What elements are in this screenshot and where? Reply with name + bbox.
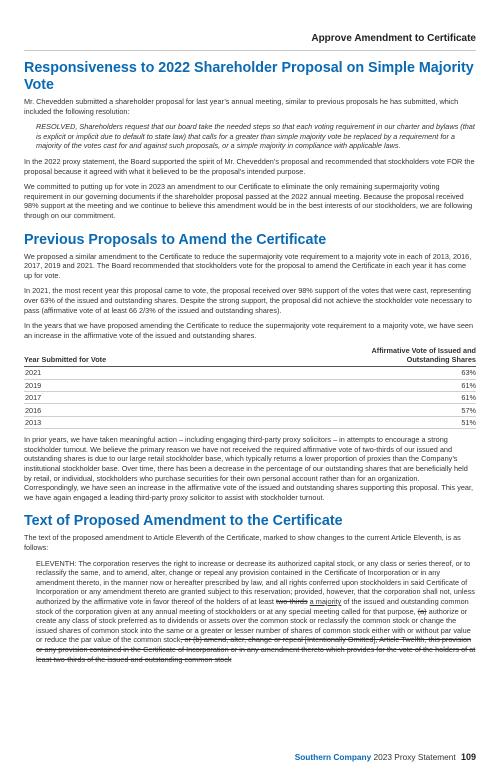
vote-history-table (24, 346, 476, 429)
article-text: authorize or create any class of stock preferred as to dividends or assets over the common stock or reclassify the common stock or change the issued shares of common stock into the same or a greater or lesser number of shares of common stock either with or without par value or reduce the par value of the common stock (36, 606, 471, 645)
table-row (24, 404, 476, 416)
paragraph: We committed to putting up for vote in 2023 an amendment to our Certificate to eliminate the only remaining supermajority voting requirement in our governing documents if the shareholder proposal passed at the 2022 annual meeting. Because the proposal received 98% support at the meeting and we continue to believe this amendment would be in the best interests of our stockholders, we are following through on our commitment. (24, 182, 473, 220)
paragraph: In the years that we have proposed amending the Certificate to reduce the supermajority vote requirement to a majority vote, we have seen an increase in the affirmative vote of the issued and outstanding shares. (24, 321, 474, 340)
deleted-text: two-thirds (276, 596, 308, 606)
table-row (24, 367, 476, 379)
page-content (24, 60, 476, 664)
column-header-vote-line2: Outstanding Shares (406, 355, 476, 365)
section-heading-text-of-amendment: Text of Proposed Amendment to the Certificate (24, 513, 343, 530)
section-heading-previous-proposals: Previous Proposals to Amend the Certificate (24, 231, 327, 248)
article-text: of the issued and outstanding common stock of the corporation given at any annual meeting of stockholders or at any special meeting called for that purpose, (36, 596, 469, 616)
column-header-vote-line1: Affirmative Vote of Issued and (371, 346, 476, 356)
article-text: ELEVENTH: The corporation reserves the right to increase or decrease its authorized capital stock, or any class or series thereof, or to reclassify the same, and to amend, alter, change or repeal any provision contained in the Certificate of Incorporation or in any amendment thereto, in the manner now or hereafter prescribed by law, and all rights conferred upon stockholders in said Certificate of Incorporation or any amendment thereto are granted subject to this reservation; provided, however, that the corporation shall not, unless authorized by the affirmative vote in favor thereof of the holders of at least (36, 558, 475, 606)
year-cell: 2017 (24, 392, 223, 404)
year-cell: 2021 (24, 367, 223, 379)
page-header (24, 33, 476, 51)
page-number: 109 (460, 752, 476, 762)
table-row (24, 392, 476, 404)
section-heading-responsiveness: Responsiveness to 2022 Shareholder Proposal on Simple Majority Vote (24, 60, 474, 93)
footer-brand: Southern Company (294, 752, 372, 762)
table-row (24, 379, 476, 391)
footer-doc-title: 2023 Proxy Statement (373, 752, 456, 762)
paragraph: The text of the proposed amendment to Article Eleventh of the Certificate, marked to show changes to the current Article Eleventh, is as follows: (24, 533, 461, 552)
year-cell: 2019 (24, 379, 223, 391)
paragraph: In 2021, the most recent year this proposal came to vote, the proposal received over 98% support of the votes that were cast, representing over 63% of the issued and outstanding shares. Despite the strong support, the proposal did not achieve the stockholder vote necessary to pass (affirmative vote of at least 66 2/3% of the issued and outstanding shares). (24, 286, 472, 315)
paragraph: In prior years, we have taken meaningful action – including engaging third-party proxy solicitors – in attempts to encourage a strong stockholder turnout. We believe the primary reason we have not received the required affirmative vote of two-thirds of our issued and outstanding shares is due to our large retail stockholder base, which typically returns a lower proportion of proxies than the Company’s institutional stockholder base. Over time, there has been a decrease in the percentage of our outstanding shares that are beneficially held by retail, or individual, stockholders who purchase securities for their own personal account rather than for an organization. Correspondingly, we have seen an increase in the affirmative vote of the issued and outstanding shares supporting this proposal. This year, we have again engaged a leading third-party proxy solicitor to assist with stockholder turnout. (24, 435, 474, 502)
deleted-text: (a) (417, 606, 427, 616)
vote-cell: 63% (223, 367, 476, 379)
column-header-vote (223, 346, 476, 367)
resolution-quote: RESOLVED, Shareholders request that our board take the needed steps so that each voting requirement in our charter and bylaws (that is explicit or implicit due to default to state law) that calls for a greater than simple majority vote be replaced by a requirement for a majority of the votes cast for and against such proposals, or a simple majority in compliance with applicable laws. (36, 122, 475, 151)
page-footer (295, 752, 476, 762)
year-cell: 2013 (24, 416, 223, 428)
paragraph: Mr. Chevedden submitted a shareholder proposal for last year’s annual meeting, similar to previous proposals he has submitted, which included the following resolution: (24, 97, 459, 116)
vote-cell: 61% (223, 392, 476, 404)
table-row (24, 416, 476, 428)
vote-cell: 61% (223, 379, 476, 391)
column-header-year: Year Submitted for Vote (24, 346, 223, 367)
inserted-text: a majority (309, 596, 342, 606)
vote-cell: 51% (223, 416, 476, 428)
year-cell: 2016 (24, 404, 223, 416)
vote-cell: 57% (223, 404, 476, 416)
article-eleventh-text (36, 559, 476, 665)
table-header-row (24, 346, 476, 367)
paragraph: We proposed a similar amendment to the Certificate to reduce the supermajority vote requirement to a majority vote in each of 2013, 2016, 2017, 2019 and 2021. The Board recommended that stockholders vote for the proposal to amend the Certificate in each year it has come up for vote. (24, 251, 472, 280)
header-title: Approve Amendment to Certificate (311, 33, 476, 44)
deleted-text: , or (b) amend, alter, change or repeal [Intentionally Omitted], Article Twelfth, this provision or any provision contained in the Certificate of Incorporation or in any amendment thereto which provides for the vote of the holders of at least two-thirds of the issued and outstanding common stock (36, 635, 476, 664)
paragraph: In the 2022 proxy statement, the Board supported the spirit of Mr. Chevedden’s proposal and recommended that stockholders vote FOR the proposal because it agreed with what it believed to be the proposal’s intended purpose. (24, 156, 475, 176)
